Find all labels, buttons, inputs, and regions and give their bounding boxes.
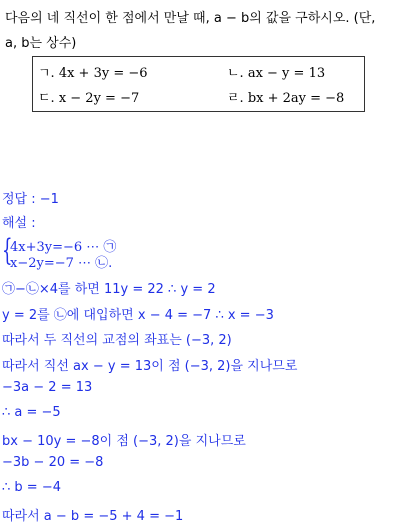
answer-line: 정답 : −1 (2, 192, 59, 207)
solution-line-4: 따라서 직선 ax − y = 13이 점 (−3, 2)을 지나므로 (2, 359, 298, 374)
solution-line-1: ㉠−㉡×4를 하면 11y = 22 ∴ y = 2 (2, 282, 216, 297)
condition-1: ㄱ. 4x + 3y = −6 (38, 66, 148, 81)
solution-line-2: y = 2를 ㉡에 대입하면 x − 4 = −7 ∴ x = −3 (2, 308, 274, 323)
solution-line-6: ∴ a = −5 (2, 405, 61, 420)
brace-symbol: { (2, 233, 13, 268)
question-text (5, 6, 397, 56)
solution-line-5: −3a − 2 = 13 (2, 380, 93, 395)
condition-3: ㄷ. x − 2y = −7 (38, 91, 140, 106)
condition-4: ㄹ. bx + 2ay = −8 (227, 91, 345, 106)
system-eq-2: x−2y=−7 ⋯ ㉡. (10, 256, 113, 271)
solution-line-7: bx − 10y = −8이 점 (−3, 2)을 지나므로 (2, 434, 246, 449)
solution-line-3: 따라서 두 직선의 교점의 좌표는 (−3, 2) (2, 333, 232, 348)
solution-line-8: −3b − 20 = −8 (2, 455, 104, 470)
conditions-box (32, 56, 365, 112)
question-line-1: 다음의 네 직선이 한 점에서 만날 때, a − b의 값을 구하시오. (단, (5, 11, 376, 26)
condition-2: ㄴ. ax − y = 13 (227, 66, 326, 81)
explanation-heading: 해설 : (2, 216, 36, 231)
solution-line-9: ∴ b = −4 (2, 480, 61, 495)
solution-line-10: 따라서 a − b = −5 + 4 = −1 (2, 509, 184, 524)
question-line-2: a, b는 상수) (5, 36, 77, 51)
system-eq-1: 4x+3y=−6 ⋯ ㉠ (10, 240, 117, 255)
